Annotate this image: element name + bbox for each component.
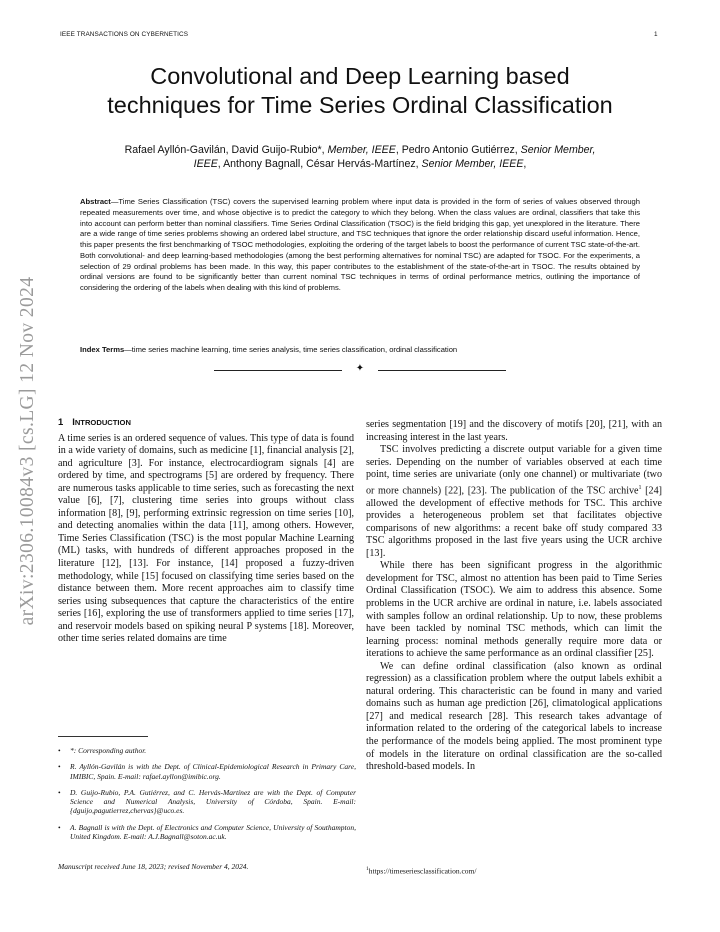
url-footnote bbox=[366, 866, 476, 876]
right-column bbox=[366, 419, 662, 774]
authors-part-3: , Anthony Bagnall, César Hervás-Martínez, bbox=[217, 158, 422, 170]
abstract-label: Abstract bbox=[80, 197, 111, 206]
index-terms bbox=[80, 345, 640, 355]
intro-paragraph-3: While there has been significant progress in the algorithmic development for TSC, almost no attention has been paid to Time Series Ordinal Classification (TSOC). We aim to address this absence. Some problems in the UCR archive are ordinal in nature, i.e. labels associated with samples follow an ordinal relationship. Up to now, these problems have been tackled by nominal TSC methods, which can limit the learning process: nominal methods generally require more data or iterations to achieve the same performance as an ordinal classifier [25]. bbox=[366, 560, 662, 660]
divider-line-left bbox=[214, 370, 342, 371]
manuscript-dates: Manuscript received June 18, 2023; revised November 4, 2024. bbox=[58, 862, 249, 871]
url-footnote-link[interactable]: https://timeseriesclassification.com/ bbox=[368, 866, 477, 876]
footnote-item bbox=[58, 762, 356, 781]
membership-4: Senior Member, IEEE bbox=[421, 158, 524, 170]
paragraph-2-part-a: TSC involves predicting a discrete output variable for a given time series. Depending on the number of variables observed at each time point, time series are univariate (only one channel) or multivariate (two or more channels) [22], [23]. The publication of the TSC archive bbox=[366, 444, 662, 497]
authors-part-4: , bbox=[523, 158, 527, 170]
section-title-rest: NTRODUCTION bbox=[74, 418, 131, 427]
footnote-item bbox=[58, 788, 356, 816]
abstract-text: —Time Series Classification (TSC) covers the supervised learning problem where input data is provided in the form of series of values observed through repeated measurements over time, and whose objective is to predict the category to which they belong. When the class values are ordinal, classifiers that take this into account can perform better than nominal classifiers. Time Series Ordinal Classification (TSOC) is the field bridging this gap, yet unexplored in the literature. There are a wide range of time series problems showing an ordered label structure, and TSC techniques that ignore the order relationship discard useful information. Hence, this paper presents the first benchmarking of TSOC methodologies, exploiting the ordering of the target labels to boost the performance of current TSC state-of-the-art. Both convolutional- and deep learning-based methodologies (among the best performing alternatives for nominal TSC) are adapted for TSOC. For the experiments, a selection of 29 ordinal problems has been made. In this way, this paper contributes to the establishment of the state-of-the-art in TSOC. The results obtained by ordinal versions are found to be significantly better than current nominal TSC techniques in terms of ordinal performance metrics, outlining the importance of considering the ordering of the labels when dealing with this kind of problems. bbox=[80, 197, 640, 292]
title-line-1: Convolutional and Deep Learning based bbox=[150, 63, 570, 89]
divider-line-right bbox=[378, 370, 506, 371]
bullet: • bbox=[58, 787, 61, 797]
intro-paragraph-1: A time series is an ordered sequence of values. This type of data is found in a wide variety of domains, such as medicine [1], financial analysis [2], and agriculture [3]. For instance, electrocardiogram signals [4] are ordered by time, and spectrograms [5] are ordered by frequency. There are numerous tasks applicable to time series, such as forecasting the next value [6], [7], clustering time series into groups without class information [8], [9], performing extrinsic regression on time series [10], and detecting anomalies within the data [11], among others. However, Time Series Classification (TSC) is the most popular Machine Learning (ML) tasks, with hundreds of different approaches proposed in the literature [12], [13]. For instance, [14] proposed a fuzzy-driven methodology, while [15] focused on classifying time series based on the distance between them. More recent approaches aim to classify time series using subsequences that capture the characteristics of the entire series [16], exploring the use of transformers applied to time series [17], and reservoir models based on spiking neural P systems [18]. Moreover, other time series related domains are time bbox=[58, 432, 354, 645]
footnote-rule bbox=[58, 736, 148, 737]
section-divider bbox=[214, 364, 506, 376]
bullet: • bbox=[58, 746, 61, 755]
divider-symbol: ✦ bbox=[355, 363, 365, 374]
abstract bbox=[80, 197, 640, 294]
index-terms-label: Index Terms bbox=[80, 345, 125, 354]
running-head: IEEE TRANSACTIONS ON CYBERNETICS bbox=[60, 31, 189, 38]
footnote-item bbox=[58, 823, 356, 842]
author-footnotes bbox=[58, 746, 356, 848]
footnote-marker: 1 bbox=[638, 484, 642, 491]
membership-3: IEEE bbox=[193, 158, 218, 170]
bullet: • bbox=[58, 822, 61, 832]
left-column bbox=[58, 416, 354, 646]
intro-paragraph-4: We can define ordinal classification (also known as ordinal regression) as a classification problem where the output labels exhibit a natural ordering. This characteristic can be found in many and varied domains such as human age prediction [26], climatological applications [27] and medical research [28]. This research takes advantage of information related to the ordering of the categorical labels to increase the performance of the models being applied. The most prominent type of models in the literature on ordinal classification are the so-called threshold-based models. In bbox=[366, 660, 662, 773]
paper-title bbox=[0, 62, 720, 120]
membership-2: Senior Member, bbox=[520, 144, 596, 156]
section-number: 1 bbox=[58, 416, 64, 427]
authors-part-1: Rafael Ayllón-Gavilán, David Guijo-Rubio*, bbox=[124, 144, 328, 156]
affiliation-note-3: A. Bagnall is with the Dept. of Electronics and Computer Science, University of Southampton, United Kingdom. E-mail: A.J.Bagnall@soton.ac.uk. bbox=[70, 822, 356, 842]
bullet: • bbox=[58, 762, 61, 772]
corresponding-author-note: *: Corresponding author. bbox=[70, 746, 147, 755]
footnote-item bbox=[58, 746, 356, 755]
authors-part-2: , Pedro Antonio Gutiérrez, bbox=[395, 144, 521, 156]
paragraph-2-part-b: [24] allowed the development of effective methods for TSC. This archive provides a heterogeneous problem set that facilitates objective comparisons of new algorithms: a recent bake off study compared 33 TSC algorithms proposed in the last five years using the UCR archive [13]. bbox=[366, 485, 662, 559]
intro-paragraph-2 bbox=[366, 444, 662, 560]
url-footnote-marker: 1 bbox=[366, 866, 369, 872]
membership-1: Member, IEEE bbox=[327, 144, 396, 156]
affiliation-note-1: R. Ayllón-Gavilán is with the Dept. of Clinical-Epidemiological Research in Primary Care, IMIBIC, Spain. E-mail: rafael.ayllon@imibic.org. bbox=[70, 762, 356, 781]
page-number: 1 bbox=[654, 31, 658, 38]
affiliation-note-2: D. Guijo-Rubio, P.A. Gutiérrez, and C. Hervás-Martínez are with the Dept. of Computer Science and Numerical Analysis, University of Córdoba, Spain. E-mail: {dguijo,pagutierrez,chervas}@uco.es. bbox=[70, 787, 356, 816]
index-terms-text: —time series machine learning, time series analysis, time series classification, ordinal classification bbox=[124, 345, 458, 354]
section-title-initial: I bbox=[72, 416, 75, 427]
title-line-2: techniques for Time Series Ordinal Classification bbox=[107, 92, 613, 118]
arxiv-identifier: arXiv:2306.10084v3 [cs.LG] 12 Nov 2024 bbox=[17, 276, 38, 626]
author-list bbox=[60, 143, 660, 171]
arxiv-sidebar bbox=[18, 231, 38, 671]
intro-paragraph-continued: series segmentation [19] and the discovery of motifs [20], [21], with an increasing interest in the last years. bbox=[366, 419, 662, 443]
section-heading bbox=[58, 416, 354, 430]
